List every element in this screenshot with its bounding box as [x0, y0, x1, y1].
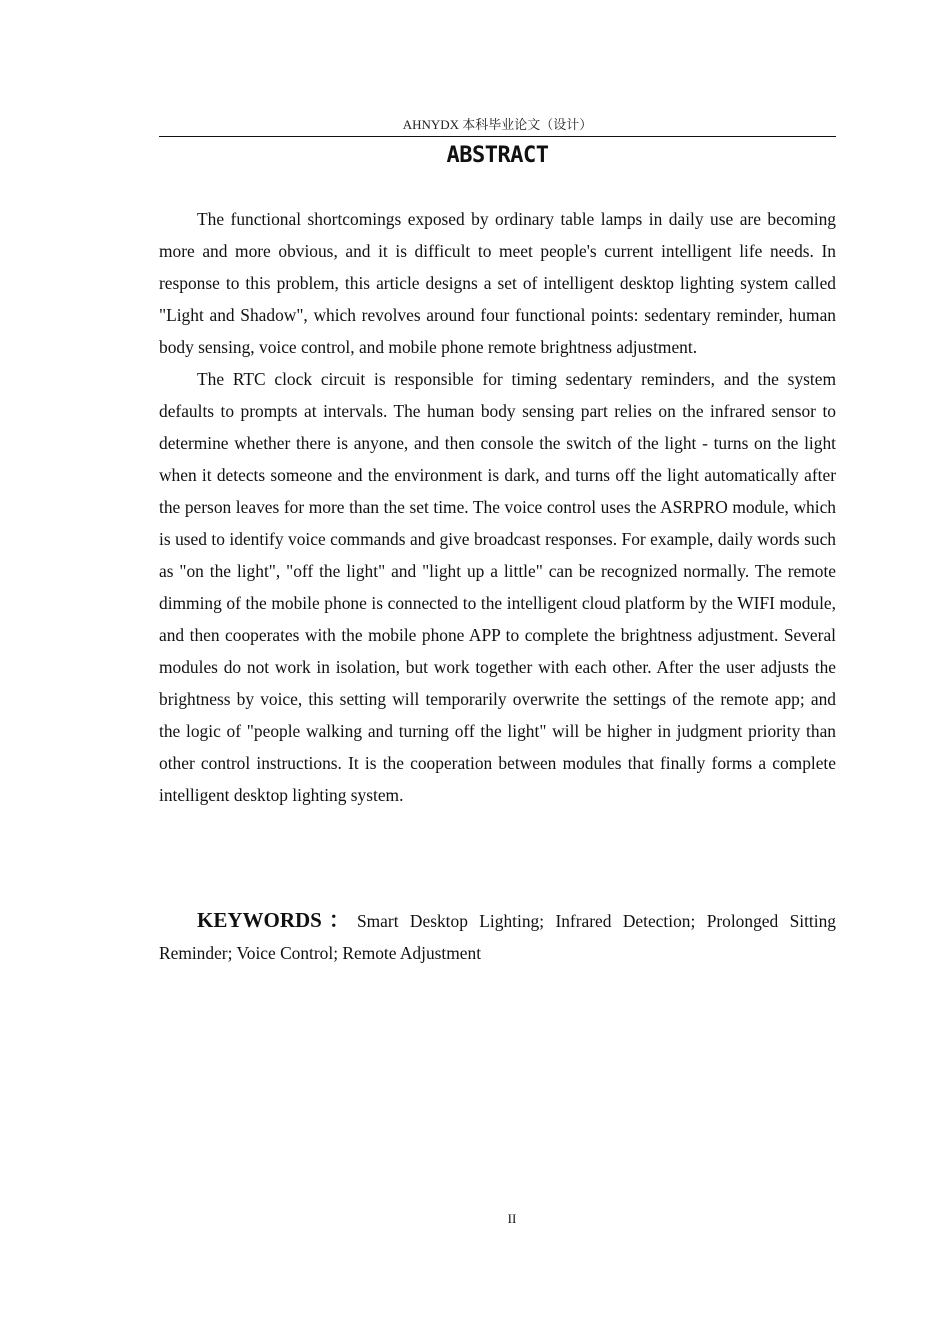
keywords-label: KEYWORDS： [197, 908, 357, 932]
running-header: AHNYDX 本科毕业论文（设计） [402, 117, 593, 132]
abstract-paragraph: The functional shortcomings exposed by ordinary table lamps in daily use are becoming more and more obvious, and it is difficult to meet people's current intelligent life needs. In response to this problem, this article designs a set of intelligent desktop lighting system called "Light and Shadow", which revolves around four functional points: sedentary reminder, human body sensing, voice control, and mobile phone remote brightness adjustment. [159, 209, 836, 357]
keywords-text: Smart Desktop Lighting; Infrared Detection; Prolonged Sitting Reminder; Voice Control; Remote Adjustment [159, 911, 836, 963]
abstract-body [159, 203, 836, 811]
abstract-title: ABSTRACT [446, 143, 549, 168]
page-number: II [507, 1211, 517, 1226]
keywords-section [159, 904, 836, 969]
header-rule [159, 136, 836, 137]
abstract-paragraph: The RTC clock circuit is responsible for timing sedentary reminders, and the system defaults to prompts at intervals. The human body sensing part relies on the infrared sensor to determine whether there is anyone, and then console the switch of the light - turns on the light when it detects someone and the environment is dark, and turns off the light automatically after the person leaves for more than the set time. The voice control uses the ASRPRO module, which is used to identify voice commands and give broadcast responses. For example, daily words such as "on the light", "off the light" and "light up a little" can be recognized normally. The remote dimming of the mobile phone is connected to the intelligent cloud platform by the WIFI module, and then cooperates with the mobile phone APP to complete the brightness adjustment. Several modules do not work in isolation, but work together with each other. After the user adjusts the brightness by voice, this setting will temporarily overwrite the settings of the remote app; and the logic of "people walking and turning off the light" will be higher in judgment priority than other control instructions. It is the cooperation between modules that finally forms a complete intelligent desktop lighting system. [159, 369, 836, 805]
